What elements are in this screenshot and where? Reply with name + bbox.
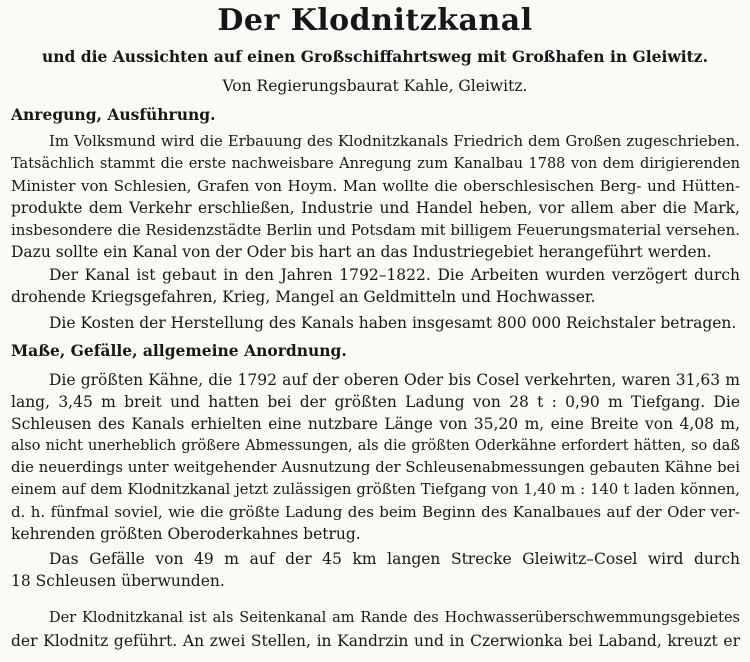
paragraph-line: Der Klodnitzkanal ist als Seitenkanal am Rande des Hochwasserüberschwemmungsgebietes: [49, 610, 740, 626]
paragraph-line: also nicht unerheblich größere Abmessungen, als die größten Oderkähne erfordert hätten, so daß: [11, 438, 740, 454]
paragraph-line: einem auf dem Klodnitzkanal jetzt zulässigen größten Tiefgang von 1,40 m : 140 t laden können,: [11, 481, 740, 498]
paragraph-line: kehrenden größten Oberoderkahnes betrug.: [11, 525, 361, 543]
paragraph-line: Im Volksmund wird die Erbauung des Klodnitzkanals Friedrich dem Großen zugeschrieben.: [49, 133, 740, 150]
author-line: Von Regierungsbaurat Kahle, Gleiwitz.: [222, 77, 528, 95]
paragraph-line: d. h. fünfmal soviel, wie die größte Ladung des beim Beginn des Kanalbaues auf der Oder ver-: [11, 503, 740, 521]
paragraph-line: Der Kanal ist gebaut in den Jahren 1792–1822. Die Arbeiten wurden verzögert durch: [49, 266, 740, 284]
document-title: Der Klodnitzkanal: [217, 3, 533, 38]
document-subtitle: und die Aussichten auf einen Großschiffahrtsweg mit Großhafen in Gleiwitz.: [42, 47, 708, 66]
paragraph-line: der Klodnitz geführt. An zwei Stellen, in Kandrzin und in Czerwionka bei Laband, kreuzt er: [11, 632, 740, 650]
paragraph-line: Die Kosten der Herstellung des Kanals haben insgesamt 800 000 Reichstaler betragen.: [49, 314, 737, 332]
paragraph-line: Die größten Kähne, die 1792 auf der oberen Oder bis Cosel verkehrten, waren 31,63 m: [49, 371, 740, 389]
paragraph-line: Tatsächlich stammt die erste nachweisbare Anregung zum Kanalbau 1788 von dem dirigierenden: [11, 156, 740, 172]
paragraph-line: Das Gefälle von 49 m auf der 45 km langen Strecke Gleiwitz–Cosel wird durch: [49, 550, 740, 568]
paragraph-line: produkte dem Verkehr erschließen, Industrie und Handel heben, vor allem aber die Mark,: [11, 199, 740, 217]
paragraph-line: 18 Schleusen überwunden.: [11, 572, 225, 590]
paragraph-line: Dazu sollte ein Kanal von der Oder bis hart an das Industriegebiet herangeführt werden.: [11, 243, 712, 261]
paragraph-line: insbesondere die Residenzstädte Berlin und Potsdam mit billigem Feuerungsmaterial versehen.: [11, 221, 741, 239]
section-heading-masse: Maße, Gefälle, allgemeine Anordnung.: [11, 341, 347, 360]
paragraph-line: drohende Kriegsgefahren, Krieg, Mangel an Geldmitteln und Hochwasser.: [11, 288, 596, 306]
paragraph-line: die neuerdings unter weitgehender Ausnutzung der Schleusenabmessungen gebauten Kähne bei: [11, 459, 740, 476]
paragraph-line: Schleusen des Kanals erhielten eine nutzbare Länge von 35,20 m, eine Breite von 4,08 m,: [11, 415, 740, 433]
section-heading-anregung: Anregung, Ausführung.: [11, 105, 216, 124]
paragraph-line: lang, 3,45 m breit und hatten bei der größten Ladung von 28 t : 0,90 m Tiefgang. Die: [11, 393, 740, 411]
paragraph-line: Minister von Schlesien, Grafen von Hoym. Man wollte die oberschlesischen Berg- und Hütten-: [11, 177, 740, 195]
